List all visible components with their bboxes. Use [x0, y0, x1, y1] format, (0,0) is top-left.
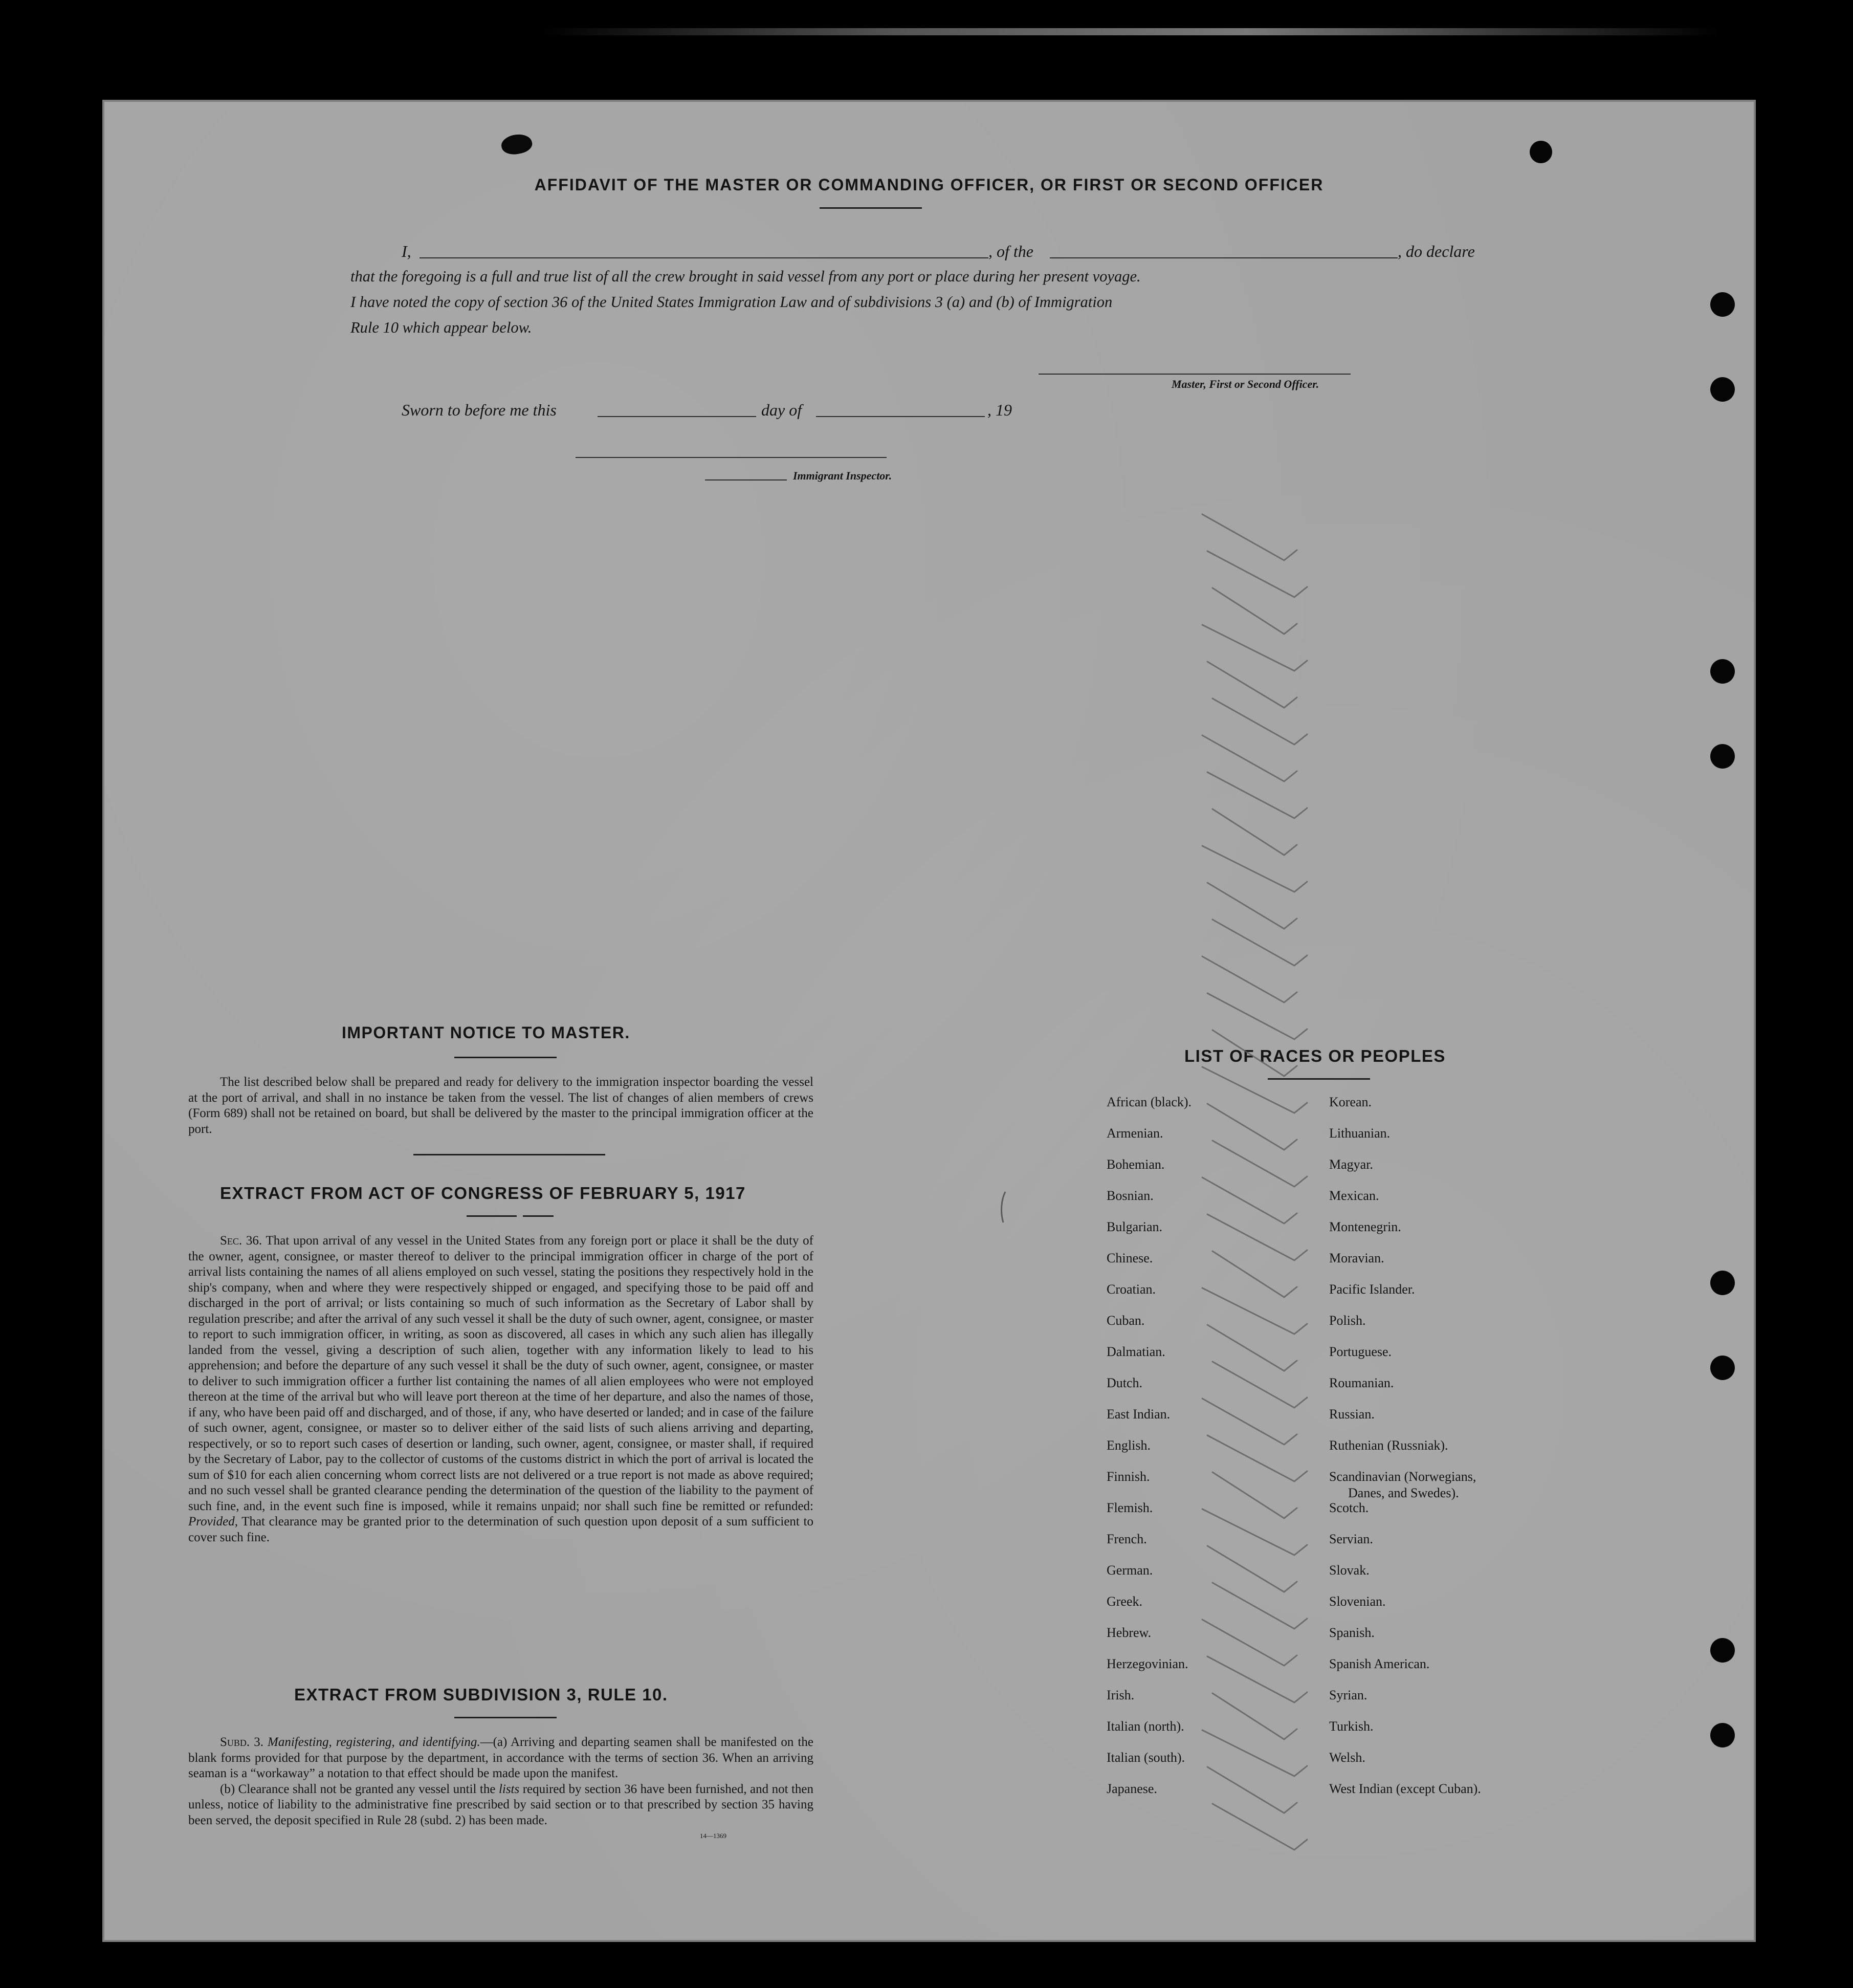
- race-item: Chinese.: [1107, 1251, 1153, 1265]
- pencil-check-mark: [1212, 920, 1307, 966]
- pencil-check-mark: [1212, 1804, 1307, 1850]
- race-item: Korean.: [1329, 1095, 1372, 1109]
- pencil-check-mark: [1202, 1399, 1297, 1445]
- inspector-signature-subline: [705, 479, 787, 480]
- race-item: Irish.: [1107, 1688, 1135, 1702]
- race-item: Slovenian.: [1329, 1594, 1386, 1609]
- race-item: Spanish American.: [1329, 1656, 1430, 1671]
- race-item: Welsh.: [1329, 1750, 1365, 1765]
- affidavit-line-3: I have noted the copy of section 36 of the United States Immigration Law and of subdivisions 3 (a) and (b) of Immigration: [350, 293, 1113, 311]
- section-36-end: That clearance may be granted prior to the determination of such question upon deposit of a sum sufficient to cover such fine.: [188, 1515, 813, 1544]
- punch-hole: [1710, 1356, 1735, 1380]
- inspector-label: Immigrant Inspector.: [793, 469, 892, 482]
- declare-suffix: , do declare: [1398, 242, 1475, 260]
- race-item: Bosnian.: [1107, 1188, 1154, 1203]
- master-signature-field[interactable]: [1039, 374, 1351, 375]
- race-item: Mexican.: [1329, 1188, 1379, 1203]
- rule-title: EXTRACT FROM SUBDIVISION 3, RULE 10.: [294, 1685, 668, 1704]
- para-b-start: (b) Clearance shall not be granted any vessel until the: [220, 1782, 496, 1796]
- punch-hole: [1710, 1271, 1735, 1295]
- pencil-check-mark: [1212, 1362, 1307, 1408]
- pencil-check-mark: [1202, 514, 1297, 560]
- race-item: Syrian.: [1329, 1688, 1367, 1702]
- race-item: Portuguese.: [1329, 1344, 1392, 1359]
- act-title: EXTRACT FROM ACT OF CONGRESS OF FEBRUARY 5, 1917: [220, 1184, 746, 1203]
- race-item: Greek.: [1107, 1594, 1143, 1609]
- pencil-check-mark: [1212, 809, 1297, 855]
- pencil-check-mark: [1202, 1067, 1307, 1113]
- race-item: Scandinavian (Norwegians,: [1329, 1469, 1476, 1484]
- act-underline-a: [467, 1215, 517, 1217]
- race-item: Finnish.: [1107, 1469, 1150, 1484]
- sworn-month-field[interactable]: [816, 416, 985, 417]
- para-a: —(a) Arriving and departing seamen shall be manifested on the blank forms provided for that purpose by the department, in accordance with the terms of section 36. When an arriving seaman is a “workaway” a notation to that effect should be made upon the manifest.: [188, 1735, 813, 1780]
- section-36-text: [188, 1233, 813, 1545]
- pencil-check-mark: [1212, 1251, 1297, 1297]
- races-title: LIST OF RACES OR PEOPLES: [1184, 1046, 1446, 1065]
- race-item: African (black).: [1107, 1095, 1192, 1109]
- vessel-prefix: , of the: [988, 242, 1033, 260]
- affidavit-line-4: Rule 10 which appear below.: [350, 319, 532, 336]
- race-item: Italian (north).: [1107, 1719, 1184, 1734]
- pencil-stroke: [995, 1190, 1016, 1226]
- pencil-check-mark: [1202, 1177, 1297, 1224]
- para-b-lists: lists: [498, 1782, 520, 1796]
- notice-divider: [413, 1154, 605, 1155]
- pencil-check-mark: [1207, 1656, 1307, 1702]
- master-signature-label: Master, First or Second Officer.: [1172, 378, 1319, 390]
- notice-title: IMPORTANT NOTICE TO MASTER.: [342, 1023, 630, 1042]
- pencil-check-mark: [1207, 1104, 1297, 1150]
- race-item: Montenegrin.: [1329, 1219, 1401, 1234]
- pencil-check-mark: [1212, 1030, 1297, 1076]
- document-page: [102, 100, 1756, 1942]
- scan-streak: [542, 28, 1719, 35]
- pencil-check-mark: [1207, 1214, 1307, 1260]
- pencil-check-mark: [1207, 551, 1307, 597]
- race-item: Russian.: [1329, 1407, 1375, 1422]
- inspector-signature-field[interactable]: [576, 457, 887, 458]
- scan-border: [0, 0, 1853, 97]
- punch-hole: [1710, 1723, 1735, 1747]
- race-item: Armenian.: [1107, 1126, 1163, 1141]
- pencil-check-mark: [1212, 698, 1307, 745]
- rule-underline: [454, 1717, 557, 1718]
- pencil-check-mark: [1207, 1435, 1307, 1481]
- pencil-check-mark: [1212, 1472, 1297, 1518]
- race-item: East Indian.: [1107, 1407, 1171, 1422]
- affidavit-line-2: that the foregoing is a full and true list of all the crew brought in said vessel from any port or place during her present voyage.: [350, 268, 1141, 285]
- race-item: Polish.: [1329, 1313, 1366, 1328]
- race-item: Flemish.: [1107, 1500, 1153, 1515]
- pencil-check-mark: [1207, 772, 1307, 818]
- pencil-check-mark: [1207, 883, 1297, 929]
- punch-hole: [1710, 292, 1735, 317]
- para-b-end: required by section 36 have been furnished, and not then unless, notice of liability to the administrative fine prescribed by said section or to that prescribed by section 35 having been served, the deposit specified in Rule 28 (subd. 2) has been made.: [188, 1782, 814, 1827]
- section-36-body: That upon arrival of any vessel in the United States from any foreign port or place it shall be the duty of the owner, agent, consignee, or master thereof to deliver to the principal immigration officer in charge of the port of arrival lists containing the names of all aliens employed on such vessel, stating the positions they respectively hold in the ship's company, when and where they were respectively shipped or engaged, and specifying those to be paid off and discharged in the port of arrival; or lists containing so much of such information as the Secretary of Labor shall by regulation prescribe; and after the arrival of any such vessel it shall be the duty of such owner, agent, consignee, or master to report to such immigration officer, in writing, as soon as discovered, all cases in which any such alien has illegally landed from the vessel, giving a description of such alien, together with any information likely to lead to his apprehension; and before the departure of any such vessel it shall be the duty of such owner, agent, consignee, or master to deliver to such immigration officer a further list containing the names of all alien employees who were not employed thereon at the time of the arrival but who will leave port thereon at the time of her departure, and also the names of those, if any, who have been paid off and discharged, and of those, if any, who have deserted or landed; and in case of the failure of such owner, agent, consignee, or master so to deliver either of the said lists of such aliens arriving and departing, respectively, or so to report such cases of desertion or landing, such owner, agent, consignee, or master shall, if required by the Secretary of Labor, pay to the collector of customs of the customs district in which the port of arrival is located the sum of $10 for each alien concerning whom correct lists are not delivered or a true report is not made as above required; and no such vessel shall be granted clearance pending the determination of the question of the liability to the payment of such fine, and, in the event such fine is imposed, while it remains unpaid; nor shall such fine be remitted or refunded:: [188, 1234, 814, 1513]
- race-item: Ruthenian (Russniak).: [1329, 1438, 1448, 1453]
- section-label: Sec. 36.: [220, 1234, 262, 1248]
- race-item: Cuban.: [1107, 1313, 1145, 1328]
- subdivision-text: [188, 1735, 813, 1828]
- title-underline: [820, 207, 922, 209]
- race-item: Servian.: [1329, 1532, 1373, 1546]
- sworn-day-field[interactable]: [598, 416, 756, 417]
- act-underline-b: [523, 1215, 554, 1217]
- subd-heading: Manifesting, registering, and identifying.: [268, 1735, 480, 1749]
- sworn-day-label: day of: [761, 401, 802, 419]
- pencil-check-mark: [1207, 1546, 1297, 1592]
- notice-text: The list described below shall be prepared and ready for delivery to the immigration inspector boarding the vessel at the port of arrival, and shall in no instance be taken from the vessel. The list of changes of alien members of crews (Form 689) shall not be retained on board, but shall be delivered by the master to the principal immigration officer at the port.: [188, 1075, 813, 1136]
- punch-hole: [1710, 1638, 1735, 1663]
- race-item: English.: [1107, 1438, 1151, 1453]
- pencil-check-mark: [1207, 1767, 1297, 1813]
- pencil-check-mark: [1202, 625, 1307, 671]
- race-item: Bulgarian.: [1107, 1219, 1163, 1234]
- race-item: Herzegovinian.: [1107, 1656, 1188, 1671]
- race-item-scandinavian-cont: Danes, and Swedes).: [1348, 1485, 1459, 1500]
- pencil-check-mark: [1202, 1509, 1307, 1555]
- race-item: Croatian.: [1107, 1282, 1156, 1297]
- race-item: Dalmatian.: [1107, 1344, 1165, 1359]
- subd-label: Subd. 3.: [220, 1735, 263, 1749]
- pencil-check-mark: [1207, 993, 1307, 1039]
- pencil-check-mark: [1202, 1730, 1307, 1776]
- pencil-check-mark: [1202, 735, 1297, 781]
- race-item: Scotch.: [1329, 1500, 1369, 1515]
- pencil-check-mark: [1212, 588, 1297, 634]
- pencil-check-mark: [1212, 1693, 1297, 1739]
- declarant-prefix: I,: [402, 242, 411, 260]
- affidavit-title: AFFIDAVIT OF THE MASTER OR COMMANDING OFFICER, OR FIRST OR SECOND OFFICER: [534, 176, 1324, 194]
- pencil-check-mark: [1202, 1620, 1297, 1666]
- punch-hole: [1710, 659, 1735, 684]
- pencil-check-mark: [1207, 1325, 1297, 1371]
- pencil-check-mark: [1212, 1141, 1307, 1187]
- race-item: Dutch.: [1107, 1375, 1143, 1390]
- punch-hole: [1530, 141, 1552, 163]
- sworn-prefix: Sworn to before me this: [402, 401, 557, 419]
- print-code: 14—1369: [700, 1832, 726, 1840]
- pencil-check-mark: [1202, 1288, 1307, 1334]
- race-item: Lithuanian.: [1329, 1126, 1391, 1141]
- punch-hole: [1710, 744, 1735, 769]
- pencil-check-mark: [1212, 1583, 1307, 1629]
- race-item: Magyar.: [1329, 1157, 1373, 1172]
- race-item: Pacific Islander.: [1329, 1282, 1415, 1297]
- sworn-year-label: , 19: [987, 401, 1012, 419]
- race-item: German.: [1107, 1563, 1153, 1578]
- race-item: Moravian.: [1329, 1251, 1384, 1265]
- pencil-check-mark: [1202, 846, 1307, 892]
- notice-title-underline: [454, 1057, 557, 1058]
- pencil-check-mark: [1207, 662, 1297, 708]
- provided-word: Provided,: [188, 1515, 238, 1528]
- vessel-name-field[interactable]: [1050, 257, 1398, 258]
- punch-hole: [1710, 377, 1735, 402]
- race-item: West Indian (except Cuban).: [1329, 1781, 1481, 1796]
- race-item: Roumanian.: [1329, 1375, 1394, 1390]
- race-item: Italian (south).: [1107, 1750, 1185, 1765]
- declarant-name-field[interactable]: [420, 257, 988, 258]
- race-item: Slovak.: [1329, 1563, 1370, 1578]
- pencil-check-mark: [1202, 956, 1297, 1002]
- race-item: French.: [1107, 1532, 1147, 1546]
- ink-blot: [500, 132, 534, 157]
- race-item: Spanish.: [1329, 1625, 1375, 1640]
- pencil-check-marks: [1192, 504, 1397, 1937]
- race-item: Hebrew.: [1107, 1625, 1152, 1640]
- race-item: Bohemian.: [1107, 1157, 1165, 1172]
- race-item: Turkish.: [1329, 1719, 1374, 1734]
- race-item: Japanese.: [1107, 1781, 1157, 1796]
